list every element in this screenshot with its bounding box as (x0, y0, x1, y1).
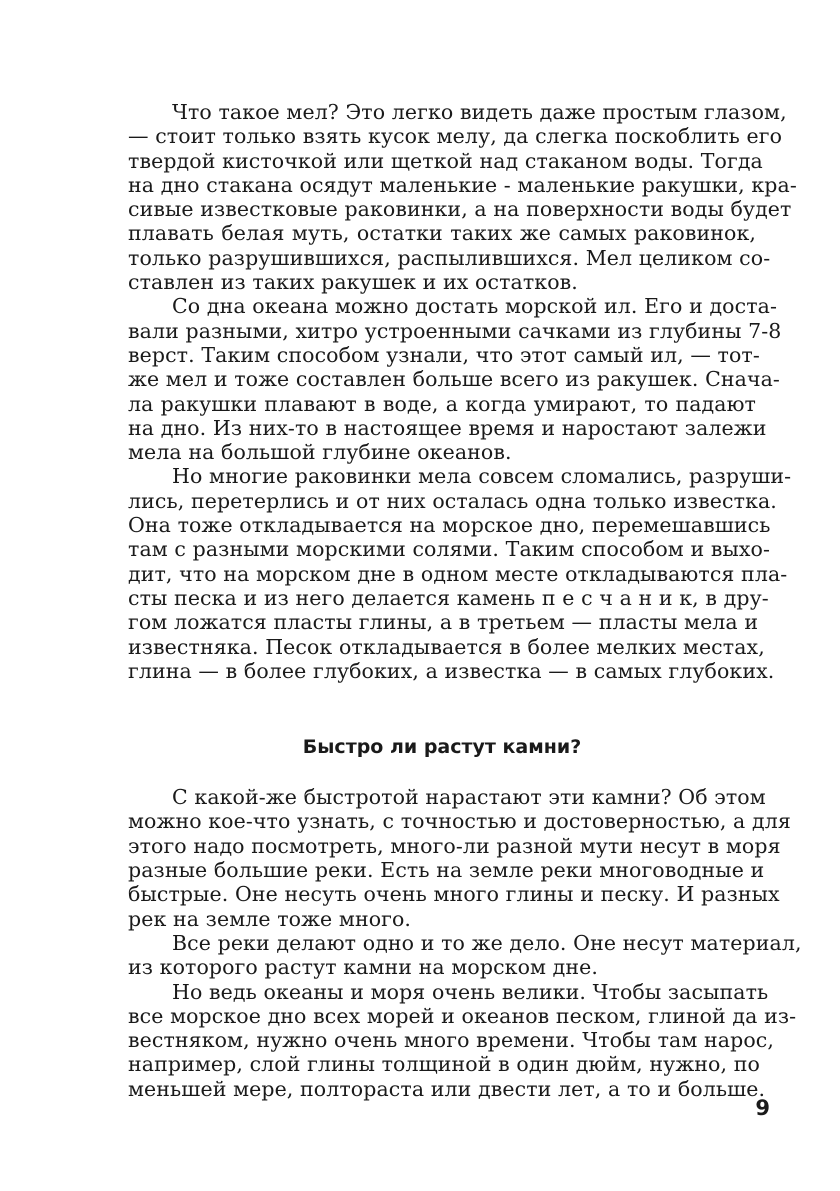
text-line: этого надо посмотреть, много-ли разной мути несут в моря (128, 833, 781, 858)
text-line: Все реки делают одно и то же дело. Оне несут материал, (172, 930, 802, 955)
text-line: ставлен из таких ракушек и их остатков. (128, 270, 578, 295)
section-chalk (128, 100, 797, 683)
text-line: твердой кисточкой или щеткой над стаканом воды. Тогда (128, 148, 763, 173)
text-line: вестняком, нужно очень много времени. Чтобы там нарос, (128, 1028, 774, 1053)
text-line: на дно. Из них-то в настоящее время и наростают залежи (128, 415, 767, 440)
text-line: из которого растут камни на морском дне. (128, 955, 599, 980)
text-line: лись, перетерлись и от них осталась одна только известка. (128, 488, 777, 513)
paragraph (128, 785, 791, 931)
text-line: на дно стакана осядут маленькие - маленькие ракушки, кра- (128, 172, 797, 197)
text-line: Что такое мел? Это легко видеть даже простым глазом, (172, 100, 787, 124)
text-line: Но многие раковинки мела совсем сломались, разруши- (172, 464, 792, 489)
paragraph (128, 979, 797, 1101)
text-line: меньшей мере, полтораста или двести лет, а то и больше. (128, 1076, 766, 1101)
text-line: быстрые. Оне несуть очень много глины и песку. И разных (128, 882, 780, 907)
text-line: известняка. Песок откладывается в более мелких местах, (128, 634, 765, 659)
text-line: сивые известковые раковинки, а на поверхности воды будет (128, 197, 792, 222)
text-line: все морское дно всех морей и океанов песком, глиной да из- (128, 1003, 797, 1028)
text-line: мела на большой глубине океанов. (128, 440, 512, 465)
text-line: ла ракушки плавают в воде, а когда умирают, то падают (128, 391, 756, 416)
text-line: дит, что на морском дне в одном месте откладываются пла- (128, 561, 788, 586)
text-line: разные большие реки. Есть на земле реки многоводные и (128, 858, 765, 883)
text-line: же мел и тоже составлен больше всего из ракушек. Снача- (128, 367, 780, 392)
section-stone-growth (128, 785, 802, 1101)
text-line: можно кое-что узнать, с точностью и достоверностью, а для (128, 809, 791, 834)
text-line: там с разными морскими солями. Таким способом и выхо- (128, 537, 771, 562)
text-line: рек на земле тоже много. (128, 906, 412, 931)
text-line: только разрушившихся, распылившихся. Мел целиком со- (128, 245, 771, 270)
text-line: гом ложатся пласты глины, а в третьем — пласты мела и (128, 610, 759, 635)
section-heading: Быстро ли растут камни? (302, 736, 582, 759)
text-line: Но ведь океаны и моря очень велики. Чтобы засыпать (172, 979, 769, 1004)
text-line: С какой-же быстротой нарастают эти камни? Об этом (172, 785, 766, 810)
paragraph (128, 930, 802, 980)
text-line: Она тоже откладывается на морское дно, перемешавшись (128, 513, 771, 538)
text-line: — стоит только взять кусок мелу, да слегка поскоблить его (128, 124, 783, 149)
text-line: например, слой глины толщиной в один дюйм, нужно, по (128, 1052, 760, 1077)
text-line: верст. Таким способом узнали, что этот самый ил, — тот- (128, 342, 760, 367)
text-line: плавать белая муть, остатки таких же самых раковинок, (128, 221, 756, 246)
page-body (128, 100, 802, 1101)
text-line: глина — в более глубоких, а известка — в самых глубоких. (128, 658, 775, 683)
paragraph (128, 100, 797, 295)
paragraph (128, 464, 792, 683)
text-line: Со дна океана можно достать морской ил. Его и доста- (172, 294, 777, 319)
paragraph (128, 294, 782, 465)
page-number: 9 (755, 1096, 770, 1120)
text-line: вали разными, хитро устроенными сачками из глубины 7-8 (128, 318, 782, 343)
text-line: сты песка и из него делается камень п е с ч а н и к, в дру- (128, 585, 769, 610)
